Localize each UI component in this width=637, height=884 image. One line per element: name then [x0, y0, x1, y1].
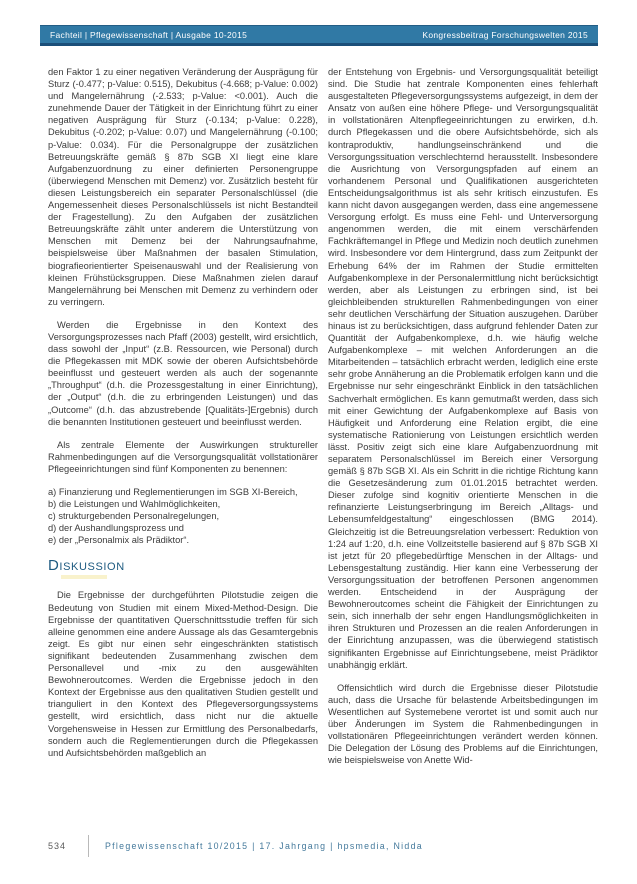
- article-body: [48, 66, 598, 842]
- journal-info: Pflegewissenschaft 10/2015 | 17. Jahrgang | hpsmedia, Nidda: [105, 841, 423, 851]
- footer-divider: [88, 835, 89, 857]
- list-item-b: b) die Leistungen und Wahlmöglichkeiten,: [48, 499, 221, 510]
- component-list: [48, 486, 318, 546]
- paragraph-offensichtlich: Offensichtlich wird durch die Ergebnisse dieser Pilotstudie auch, dass die Ursache für belastende Arbeitsbedingungen im Wesentlichen auf Systemebene verortet ist und somit auch nur über Änderungen im System die Rahmenbedingungen in vollstationären Pflegeeinrichtungen verändert werden können. Die Delegation der Lösung des Problems auf die Einrichtungen, wie beispielsweise von Anette Wid-: [328, 682, 598, 766]
- paragraph-versorgungsprozess: Werden die Ergebnisse in den Kontext des Versorgungsprozesses nach Pfaff (2003) gestellt, wird ersichtlich, dass sowohl der „Input“ (z.B. Ressourcen, wie Personal) durch die Pflegekassen mit MDK sowie der oberen Aufsichtsbehörde beeinflusst und gesteuert werden als auch der sogenannte „Throughput“ (d.h. die Prozessgestaltung in einer Einrichtung), der „Output“ (d.h. die zu erbringenden Leistungen) und das „Outcome“ (d.h. das abzustrebende [Qualitäts-]Ergebnis) durch die benannten Institutionen gesteuert und beeinflusst werden.: [48, 319, 318, 427]
- right-column: [328, 66, 598, 842]
- paragraph-komponenten-intro: Als zentrale Elemente der Auswirkungen struktureller Rahmenbedingungen auf die Versorgungsqualität vollstationärer Pflegeeinrichtungen sind fünf Komponenten zu benennen:: [48, 439, 318, 474]
- paragraph-systemkritik: der Entstehung von Ergebnis- und Versorgungsqualität beteiligt sind. Die Studie hat zentrale Komponenten eines fehlerhaft ausgestalteten Pflegeversorgungssystems aufgezeigt, in dem der Ansatz von außen eine höhere Pflege- und Versorgungsqualität in vollstationären Altenpflegeeinrichtungen zu erwirken, d.h. durch Pflegekassen und die obere Aufsichtsbehörde, sich als kontraproduktiv, handlungseinschränkend und die Versorgungssituation verschlechternd herausstellt. Insbesondere die Ausrichtung von Versorgungspfaden auf einem an vorhandenem Personal und Qualifikationen ausgerichteten Entscheidungsalgorithmus ist als sehr kritisch einzustufen. Es kann nicht davon ausgegangen werden, dass eine angemessene Versorgung erfolgt. Es muss eine Fehl- und Unterversorgung angenommen werden, die mit einem verschärfenden Fachkräftemangel in Pflege und Medizin noch deutlich zunehmen wird. Insbesondere vor dem Hintergrund, dass zum Zeitpunkt der Erhebung 64% der im Rahmen der Studie ermittelten Aufgabenkomplexe in der Personalermittlung nicht berücksichtigt werden, aber als Leistungen zu erbringen sind, ist bei gleichbleibenden strukturellen Rahmenbedingungen von einer sehr deutlichen Verschärfung der Situation auszugehen. Darüber hinaus ist zu berücksichtigen, dass aufgrund fehlender Daten zur Quantität der Aufgabenkomplexe, d.h. wie häufig welche Aufgabenkomplexe – mit welchen Anforderungen an die Mitarbeitenden – tatsächlich erbracht werden, lediglich eine erste sehr grobe Annäherung an die Problematik erfolgen kann und die Ergebnisse nur sehr eingeschränkt Einblick in den tatsächlichen Sachverhalt ermöglichen. Es kann gemutmaßt werden, dass sich mit einer Gewichtung der Aufgabenkomplexe auf Basis von Häufigkeit und Anforderung eine Relation ergibt, die eine systematische Rationierung von Leistungen ersichtlich werden lässt. Positiv zeigt sich eine klare Aufgabenzuordnung mit separatem Personalschlüssel im Bereich einer Versorgung gemäß § 87b SGB XI. Als ein Schritt in die richtige Richtung kann die Gesetzesänderung zum 01.01.2015 betrachtet werden. Dieser zufolge sind kognitiv orientierte Menschen in die refinanzierte Leistungserbringung im Bereich „Alltags- und Lebensumfeldgestaltung“ eingeschlossen (BMG 2014). Gleichzeitig ist die Betreuungsrelation verbessert: Reduktion von 1:24 auf 1:20, d.h. eine Vollzeitstelle basierend auf § 87b SGB XI ist jetzt für 20 pflegebedürftige Menschen in der Alltags- und Lebensgestaltung zuständig. Hier kann eine Verbesserung der Versorgungssituation der betroffenen Personen angenommen werden. Entscheidend in der Ausprägung der Bewohneroutcomes scheint die Fähigkeit der Einrichtungen zu sein, sich innerhalb der sehr engen Handlungsmöglichkeiten in ihren Strukturen und Prozessen an die realen Anforderungen in der Einrichtung anzupassen, was die überwiegend statistisch signifikanten Ergebnisse auf Einrichtungsebene, meist Prädiktor unabhängig erklärt.: [328, 67, 598, 670]
- list-item-c: c) strukturgebenden Personalregelungen,: [48, 511, 220, 522]
- list-item-d: d) der Aushandlungsprozess und: [48, 523, 184, 534]
- paragraph-diskussion-intro: Die Ergebnisse der durchgeführten Pilotstudie zeigen die Bedeutung von Studien mit einem Mixed-Method-Design. Die Ergebnisse der quantitativen Querschnittsstudie treffen für sich alleine genommen eine andere Aussage als das Gesamtergebnis zeigt. Es gibt nur einen sehr eingeschränkten statistisch signifikant bedeutenden Zusammenhang zwischen dem Personallevel und -mix zu den ausgewählten Bewohneroutcomes. Werden die Ergebnisse jedoch in den Kontext der Ergebnisse aus den qualitativen Studien gestellt und trianguliert in den Kontext des Pflegeversorgungssystems gestellt, wird ersichtlich, dass nicht nur die aktuelle Vorgehensweise in Hessen zur Ermittlung des Personalbedarfs, sondern auch die Reglementierungen durch die Pflegekassen und Aufsichtsbehörden maßgeblich an: [48, 590, 318, 758]
- list-item-e: e) der „Personalmix als Prädiktor“.: [48, 535, 190, 546]
- page-header: [40, 25, 598, 46]
- paragraph-results: den Faktor 1 zu einer negativen Veränderung der Ausprägung für Sturz (-0.477; p-Value: 0.515), Dekubitus (-4.668; p-Value: 0.002) und Mangelernährung (-2.533; p-Value: <0.001). Auch die zunehmende Dauer der Tätigkeit in der Einrichtung führt zu einer negativen Ausprägung für Sturz (-0.134; p-Value: 0.228), Dekubitus (-0.202; p-Value: 0.07) und Mangelernährung (-0.100; p-Value: 0.034). Für die Personalgruppe der zusätzlichen Betreuungskräfte gemäß § 87b SGB XI liegt eine klare Aufgabenzuordnung zu einer definierten Personengruppe (überwiegend Menschen mit Demenz) vor. Zusätzlich besteht für diesen Leistungsbereich ein separater Personalschlüssel (die Angemessenheit dieses Personalschlüssels ist nicht Bestandteil der Fragestellung). Zu den Aufgaben der zusätzlichen Betreuungskräfte zählt unter anderem die Unterstützung von Menschen mit Demenz bei der Nahrungsaufnahme, beispielsweise über Maßnahmen der basalen Stimulation, biografieorientierter Speisenauswahl und der Realisierung von kleinen Frühstücksgruppen. Diese Maßnahmen zielen darauf Mangelernährung bei Menschen mit Demenz zu verhindern oder zu verringern.: [48, 67, 318, 307]
- left-column: [48, 66, 318, 842]
- page-number: 534: [48, 841, 67, 851]
- header-congress-label: Kongressbeitrag Forschungswelten 2015: [422, 29, 588, 40]
- header-section-label: Fachteil | Pflegewissenschaft | Ausgabe 10-2015: [50, 29, 248, 40]
- page-footer: [48, 836, 598, 856]
- section-heading-diskussion: Diskussion: [48, 557, 318, 579]
- list-item-a: a) Finanzierung und Reglementierungen im SGB XI-Bereich,: [48, 487, 298, 497]
